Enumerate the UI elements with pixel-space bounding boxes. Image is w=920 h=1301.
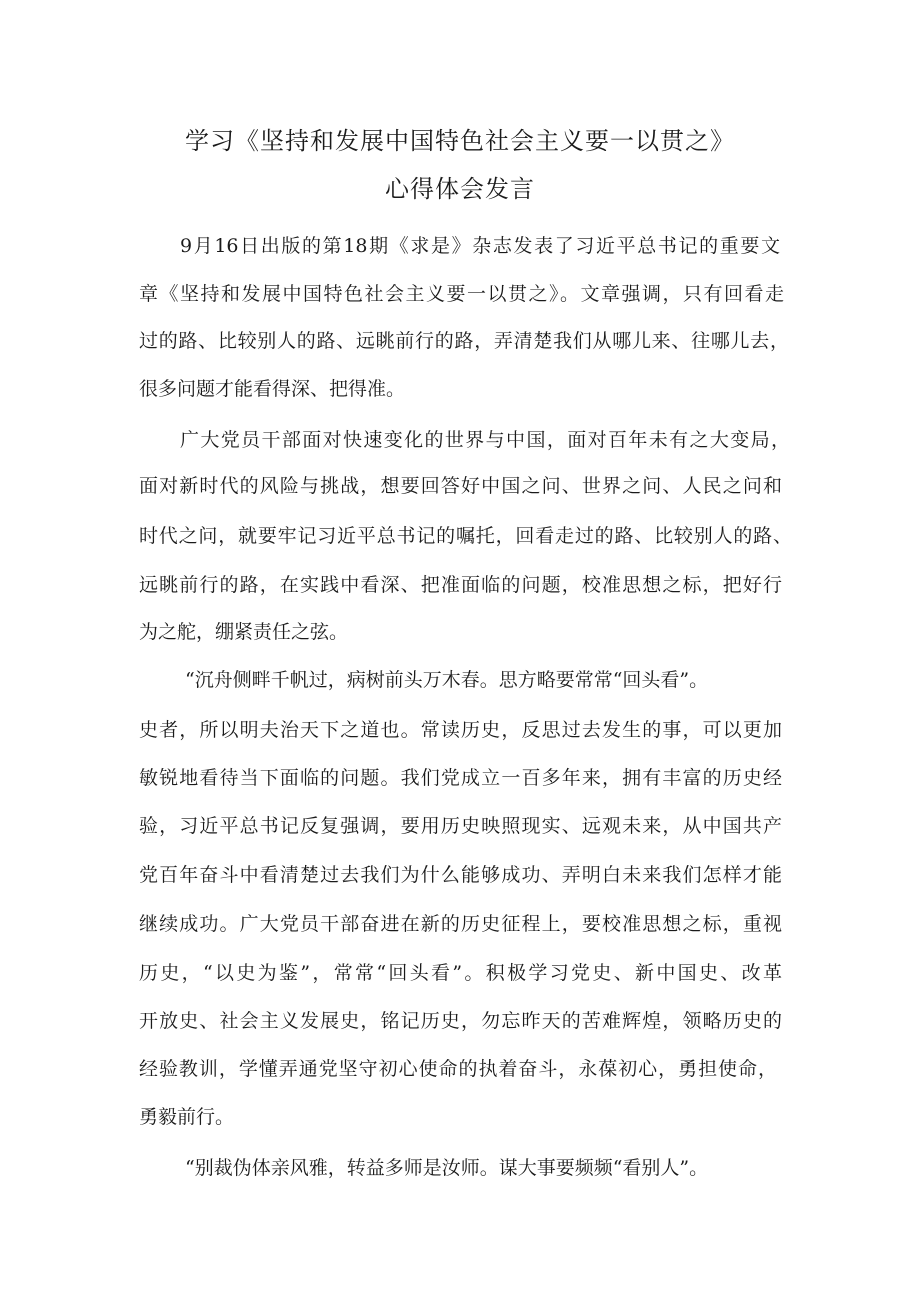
- text-line: 开放史、社会主义发展史，铭记历史，勿忘昨天的苦难辉煌，领略历史的: [139, 1010, 782, 1032]
- text-line: 9月16日出版的第18期《求是》杂志发表了习近平总书记的重要文: [180, 235, 780, 257]
- text-line: 时代之问，就要牢记习近平总书记的嘱托，回看走过的路、比较别人的路、: [139, 525, 792, 547]
- text-line: 面对新时代的风险与挑战，想要回答好中国之问、世界之问、人民之问和: [139, 475, 782, 497]
- text-line: “别裁伪体亲风雅，转益多师是汝师。谋大事要频频“看别人”。: [185, 1157, 709, 1179]
- text-line: 很多问题才能看得深、把得准。: [139, 378, 406, 400]
- text-line: 章《坚持和发展中国特色社会主义要一以贯之》。文章强调，只有回看走: [139, 283, 784, 305]
- text-line: 验，习近平总书记反复强调，要用历史映照现实、远观未来，从中国共产: [139, 815, 782, 837]
- text-line: “沉舟侧畔千帆过，病树前头万木春。思方略要常常“回头看”。: [185, 669, 709, 691]
- text-line: 敏锐地看待当下面临的问题。我们党成立一百多年来，拥有丰富的历史经: [139, 767, 782, 789]
- text-line: 继续成功。广大党员干部奋进在新的历史征程上，要校准思想之标，重视: [139, 913, 782, 935]
- text-line: 过的路、比较别人的路、远眺前行的路，弄清楚我们从哪儿来、往哪儿去，: [139, 330, 789, 352]
- text-line: 经验教训，学懂弄通党坚守初心使命的执着奋斗，永葆初心，勇担使命，: [139, 1058, 777, 1080]
- text-line: 勇毅前行。: [139, 1106, 235, 1128]
- text-line: 党百年奋斗中看清楚过去我们为什么能够成功、弄明白未来我们怎样才能: [139, 864, 782, 886]
- text-line: 史者，所以明夫治天下之道也。常读历史，反思过去发生的事，可以更加: [139, 719, 782, 741]
- text-line: 远眺前行的路，在实践中看深、把准面临的问题，校准思想之标，把好行: [139, 574, 782, 596]
- text-line: 广大党员干部面对快速变化的世界与中国，面对百年未有之大变局，: [180, 429, 790, 451]
- document-title-line-2: 心得体会发言: [385, 175, 535, 203]
- text-line: 为之舵，绷紧责任之弦。: [139, 621, 349, 643]
- document-title-line-1: 学习《坚持和发展中国特色社会主义要一以贯之》: [185, 127, 735, 155]
- text-line: 历史，“以史为鉴”，常常“回头看”。积极学习党史、新中国史、改革: [139, 962, 782, 984]
